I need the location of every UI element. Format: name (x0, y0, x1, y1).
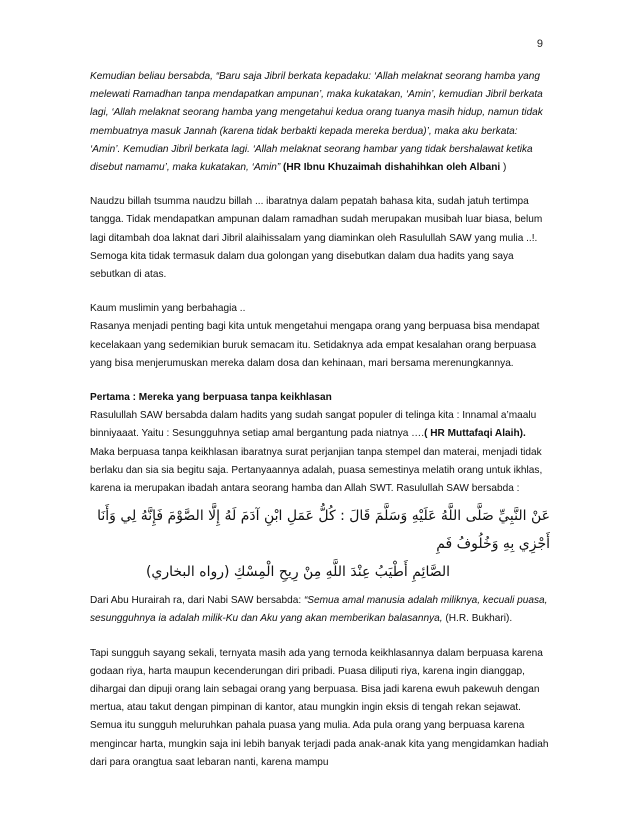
paragraph-hadith-jibril (90, 68, 550, 177)
paragraph-riya: Tapi sungguh sayang sekali, ternyata masih ada yang ternoda keikhlasannya dalam berpuasa karena godaan riya, harta maupun kecenderungan diri pribadi. Puasa diliputi riya, karena ingin dianggap, dihargai dan dipuji orang lain sebagai orang yang berpuasa. Bisa jadi karena ewuh pakewuh dengan mertua, atau takut dengan pimpinan di kantor, atau mungkin ingin eksis di tengah rekan sejawat. Semua itu sungguh meluruhkan pahala puasa yang mulia. Ada pula orang yang berpuasa karena mengincar harta, mungkin saja ini lebih banyak terjadi pada anak-anak kita yang mengidamkan hadiah dari para orangtua saat lebaran nanti, karena mampu (90, 647, 549, 768)
document-body (90, 68, 550, 772)
page-number: 9 (536, 38, 543, 50)
hadith-quote: Kemudian beliau bersabda, “Baru saja Jibril berkata kepadaku: ‘Allah melaknat seorang hamba yang melewati Ramadhan tanpa mendapatkan ampunan’, maka kukatakan, ‘Amin’, kemudian Jibril berkata lagi, ‘Allah melaknat seorang hamba yang mengetahui kedua orang tuanya masih hidup, namun tidak membuatnya masuk Jannah (karena tidak berbakti kepada mereka berdua)’, maka aku berkata: ‘Amin’. Kemudian Jibril berkata lagi. ‘Allah melaknat seorang hambar yang tidak bershalawat ketika disebut namamu’, maka kukatakan, ‘Amin” (90, 71, 543, 174)
arabic-line-2: الصَّائِمِ أَطْيَبُ عِنْدَ اللَّهِ مِنْ رِيحِ الْمِسْكِ (رواه البخاري) (145, 564, 450, 581)
hadith-source-close: ) (500, 162, 507, 174)
abu-hurairah-lead: Dari Abu Hurairah ra, dari Nabi SAW bersabda: (90, 595, 304, 607)
abu-hurairah-source: (H.R. Bukhari). (442, 613, 513, 625)
paragraph-empat-kesalahan: Rasanya menjadi penting bagi kita untuk mengetahui mengapa orang yang berpuasa bisa mendapat kecelakaan yang sedemikian buruk semacam itu. Setidaknya ada empat kesalahan orang berpuasa yang bisa menjerumuskan mereka dalam dosa dan kehinaan, mari bersama merenungkannya. (90, 321, 540, 369)
arabic-hadith (90, 502, 550, 586)
paragraph-niat-a: Rasulullah SAW bersabda dalam hadits yang sudah sangat populer di telinga kita : Innamal a’maalu binniyaaat. Yaitu : Sesungguhnya setiap amal bergantung pada niatnya …. (90, 410, 537, 440)
paragraph-greeting: Kaum muslimin yang berbahagia .. (90, 303, 246, 315)
paragraph-niat-b: Maka berpuasa tanpa keikhlasan ibaratnya surat perjanjian tanpa stempel dan materai, menjadi tidak berlaku dan sia sia begitu saja. Pertanyaannya adalah, puasa semestinya melatih orang untuk ikhlas, karena ia merupakan ibadah antara seorang hamba dan Allah SWT. Rasulullah SAW bersabda : (90, 446, 543, 495)
arabic-line-1: عَنْ النَّبِيِّ صَلَّى اللَّهُ عَلَيْهِ وَسَلَّمَ قَالَ : كُلُّ عَمَلِ ابْنِ آدَمَ لَهُ إِلَّا الصَّوْمَ فَإِنَّهُ لِي وَأَنَا أَجْزِي بِهِ وَخُلُوفُ فَمِ (97, 508, 550, 553)
paragraph-abu-hurairah (90, 592, 550, 628)
paragraph-naudzu-billah: Naudzu billah tsumma naudzu billah ... ibaratnya dalam pepatah bahasa kita, sudah jatuh tertimpa tangga. Tidak mendapatkan ampunan dalam ramadhan sudah merupakan musibah luar biasa, belum lagi ditambah doa laknat dari Jibril alaihissalam yang diaminkan oleh Rasulullah SAW yang mulia ..!. Semoga kita tidak termasuk dalam dua golongan yang disebutkan dalam dua hadits yang saya sebutkan di atas. (90, 196, 543, 281)
hadith-source: (HR Ibnu Khuzaimah dishahihkan oleh Albani (283, 162, 501, 174)
section-heading-pertama (90, 389, 550, 498)
abu-hurairah-quote: “Semua amal manusia adalah miliknya, kecuali puasa, sesungguhnya ia adalah milik-Ku dan Aku yang akan memberikan balasannya, (90, 595, 548, 625)
section-heading-text: Pertama : Mereka yang berpuasa tanpa keikhlasan (90, 392, 332, 404)
hadith-source-muttafaq: ( HR Muttafaqi Alaih). (424, 428, 526, 440)
